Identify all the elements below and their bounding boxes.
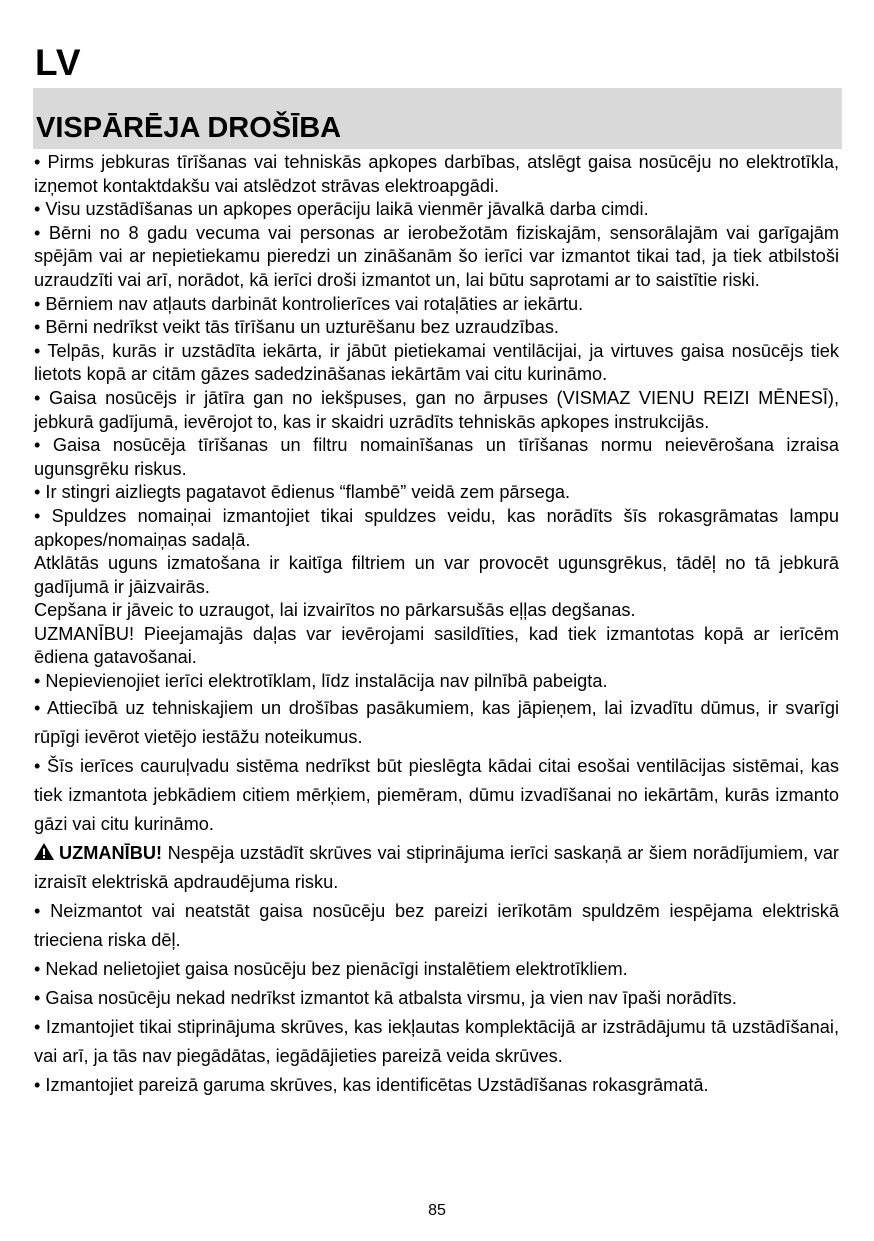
paragraph: UZMANĪBU! Pieejamajās daļas var ievērojami sasildīties, kad tiek izmantotas kopā ar ierīcēm ēdiena gatavošanai. (34, 623, 839, 668)
paragraph: • Bērni nedrīkst veikt tās tīrīšanu un uzturēšanu bez uzraudzības. (34, 317, 559, 338)
paragraph: • Telpās, kurās ir uzstādīta iekārta, ir jābūt pietiekamai ventilācijai, ja virtuves gaisa nosūcējs tiek lietots kopā ar citām gāzes sadedzināšanas iekārtām vai citu kurināmo. (34, 340, 839, 385)
warning-icon (34, 843, 54, 860)
paragraph: • Visu uzstādīšanas un apkopes operāciju laikā vienmēr jāvalkā darba cimdi. (34, 199, 649, 220)
section-title-bar (33, 88, 842, 149)
paragraph: • Izmantojiet tikai stiprinājuma skrūves, kas iekļautas komplektācijā ar izstrādājumu tā uzstādīšanai, vai arī, ja tās nav piegādātas, iegādājieties pareizā veida skrūves. (34, 1016, 839, 1066)
paragraph: • Bērniem nav atļauts darbināt kontrolierīces vai rotaļāties ar iekārtu. (34, 293, 584, 314)
paragraph: • Izmantojiet pareizā garuma skrūves, kas identificētas Uzstādīšanas rokasgrāmatā. (34, 1074, 709, 1095)
paragraph: • Ir stingri aizliegts pagatavot ēdienus “flambē” veidā zem pārsega. (34, 482, 571, 503)
paragraph: • Neizmantot vai neatstāt gaisa nosūcēju bez pareizi ierīkotām spuldzēm iespējama elektriskā trieciena riska dēļ. (34, 900, 839, 950)
paragraph: Atklātās uguns izmatošana ir kaitīga filtriem un var provocēt ugunsgrēkus, tādēļ no tā jebkurā gadījumā ir jāizvairās. (34, 553, 839, 597)
paragraph: • Bērni no 8 gadu vecuma vai personas ar ierobežotām fiziskajām, sensorālajām vai garīgajām spējām vai ar nepietiekamu pieredzi un zināšanām šo ierīci var izmantot tikai tad, ja tiek atbilstoši uzraudzīti vai arī, norādot, kā ierīci droši izmantot un, lai būtu saprotami ar to saistītie riski. (34, 222, 839, 290)
paragraph: • Gaisa nosūcējs ir jātīra gan no iekšpuses, gan no ārpuses (VISMAZ VIENU REIZI MĒNESĪ), jebkurā gadījumā, ievērojot to, kas ir skaidri uzrādīts tehniskās apkopes instrukcijās. (34, 387, 839, 432)
warning-text: Nespēja uzstādīt skrūves vai stiprinājuma ierīci saskaņā ar šiem norādījumiem, var izraisīt elektriskā apdraudējuma risku. (34, 842, 839, 892)
warning-paragraph (34, 839, 839, 897)
language-code: LV (35, 42, 82, 83)
paragraph: Cepšana ir jāveic to uzraugot, lai izvairītos no pārkarsušās eļļas degšanas. (34, 600, 636, 621)
warning-label: UZMANĪBU! (59, 842, 163, 863)
paragraph: • Spuldzes nomaiņai izmantojiet tikai spuldzes veidu, kas norādīts šīs rokasgrāmatas lampu apkopes/nomaiņas sadaļā. (34, 505, 839, 550)
section-title: VISPĀRĒJA DROŠĪBA (36, 112, 342, 144)
paragraph: • Attiecībā uz tehniskajiem un drošības pasākumiem, kas jāpieņem, lai izvadītu dūmus, ir svarīgi rūpīgi ievērot vietējo iestāžu noteikumus. (34, 697, 839, 747)
paragraph: • Nepievienojiet ierīci elektrotīklam, līdz instalācija nav pilnībā pabeigta. (34, 671, 608, 692)
paragraph: • Gaisa nosūcēja tīrīšanas un filtru nomainīšanas un tīrīšanas normu neievērošana izraisa ugunsgrēku riskus. (34, 435, 839, 479)
safety-text (34, 151, 839, 1100)
paragraph: • Šīs ierīces cauruļvadu sistēma nedrīkst būt pieslēgta kādai citai esošai ventilācijas sistēmai, kas tiek izmantota jebkādiem citiem mērķiem, piemēram, dūmu izvadīšanai no iekārtām, kurās izmanto gāzi vai citu kurināmo. (34, 755, 839, 834)
paragraph: • Pirms jebkuras tīrīšanas vai tehniskās apkopes darbības, atslēgt gaisa nosūcēju no elektrotīkla, izņemot kontaktdakšu vai atslēdzot strāvas elektroapgādi. (34, 152, 839, 196)
paragraph: • Nekad nelietojiet gaisa nosūcēju bez pienācīgi instalētiem elektrotīkliem. (34, 958, 628, 979)
page-number: 85 (428, 1202, 446, 1219)
paragraph: • Gaisa nosūcēju nekad nedrīkst izmantot kā atbalsta virsmu, ja vien nav īpaši norādīts. (34, 987, 737, 1008)
